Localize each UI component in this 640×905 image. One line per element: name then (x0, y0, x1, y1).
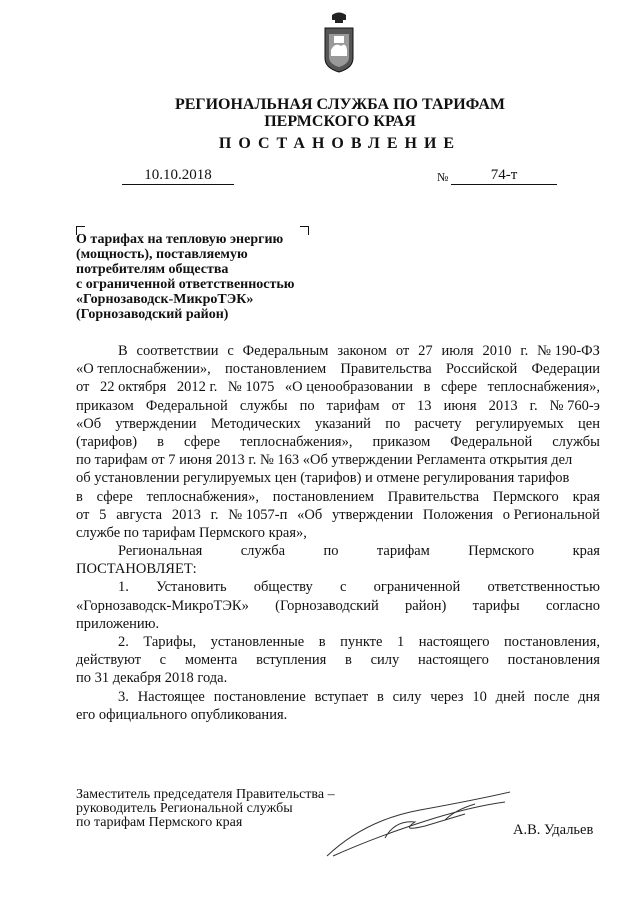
body-word: 3. (118, 688, 129, 705)
body-word: Федеральным (242, 343, 329, 359)
body-word: Федеральной (450, 433, 533, 450)
body-word: края (572, 488, 600, 505)
body-word: «Об (76, 415, 102, 432)
body-word: по (323, 543, 339, 560)
position-line: руководитель Региональной службы (76, 801, 293, 816)
body-line (76, 397, 600, 415)
body-word: 1 (396, 634, 405, 650)
body-word: 1. (118, 579, 129, 596)
body-line (76, 451, 600, 469)
body-word: обществу (253, 579, 313, 596)
body-word: июня (443, 397, 477, 414)
body-word: о Региональной (502, 506, 600, 523)
body-word: (Горнозаводский (275, 597, 379, 614)
body-word: теплоснабжения», (240, 433, 353, 450)
body-word: действуют (76, 652, 141, 669)
coat-of-arms-icon (319, 12, 359, 74)
body-word: сфере (440, 379, 478, 396)
body-word: сфере (96, 488, 133, 505)
body-word: Федерации (531, 361, 600, 378)
body-word: настоящего (418, 634, 490, 650)
body-word: в (376, 688, 384, 705)
body-word: Пермского (468, 543, 535, 560)
body-word: постановления (507, 652, 600, 669)
body-line (76, 378, 600, 396)
body-word: августа (116, 506, 163, 523)
body-line (76, 669, 600, 687)
body-word: тарифам (376, 543, 430, 560)
body-word: 2010 (482, 343, 512, 359)
body-word: в (318, 634, 326, 650)
body-word: 2013 (488, 397, 518, 414)
body-word: тарифам (326, 397, 380, 414)
position-line: Заместитель председателя Правительства – (76, 787, 335, 802)
body-word: вступает (314, 688, 369, 705)
body-word: приложению. (76, 615, 160, 632)
body-word: «О ценообразовании (284, 379, 414, 396)
body-word: В (118, 343, 128, 359)
body-word: после (533, 688, 570, 705)
body-word: ограниченной (373, 579, 461, 596)
body-word: г. (520, 343, 529, 359)
body-word: в (423, 379, 431, 396)
body-word: с (227, 343, 234, 359)
body-word: края (572, 543, 600, 560)
body-line (76, 469, 600, 487)
body-word: «О теплоснабжении», (76, 361, 211, 378)
body-word: указаний (314, 415, 371, 432)
document-date: 10.10.2018 (122, 167, 234, 185)
body-word: вступления (256, 652, 327, 669)
subject-line: потребителям общества (76, 262, 229, 277)
signer-name: А.В. Удальев (513, 822, 594, 838)
body-word: сфере (183, 433, 221, 450)
body-word: теплоснабжения», (487, 379, 600, 396)
body-word: район) (405, 597, 447, 614)
body-word: службе по тарифам Пермского края», (76, 524, 307, 541)
body-line (76, 415, 600, 433)
body-word: Методических (210, 415, 301, 432)
body-word: служба (240, 543, 286, 560)
body-word: от (76, 506, 90, 523)
body-word: г. (210, 506, 219, 523)
body-word: Правительства (387, 488, 480, 505)
subject-line: (мощность), поставляемую (76, 247, 248, 262)
body-word: через (430, 688, 464, 705)
document-body (76, 342, 600, 724)
body-word: июля (441, 343, 474, 359)
body-word: установленные (210, 634, 305, 650)
body-word: по (385, 415, 401, 432)
body-word: «Об (297, 506, 323, 523)
body-word: по 31 декабря 2018 года. (76, 670, 228, 687)
body-word: соответствии (136, 343, 219, 359)
body-line (76, 360, 600, 378)
body-word: Установить (156, 579, 227, 596)
body-word: с (339, 579, 347, 596)
body-word: законом (337, 343, 387, 359)
body-word: в (345, 652, 352, 669)
body-word: Федеральной (145, 397, 228, 414)
body-word: утверждении (332, 506, 414, 523)
body-word: Тарифы, (143, 634, 197, 650)
body-word: Положения (422, 506, 494, 523)
body-word: 27 (418, 343, 433, 359)
body-word: службы (552, 433, 600, 450)
body-word: дней (495, 688, 526, 705)
body-word: пункте (340, 634, 383, 650)
body-word: ПОСТАНОВЛЯЕТ: (76, 561, 197, 578)
body-line (76, 524, 600, 542)
body-word: Российской (445, 361, 518, 378)
body-line (76, 342, 600, 360)
body-line (76, 706, 600, 724)
subject-line: О тарифах на тепловую энергию (76, 232, 284, 247)
body-word: Настоящее (137, 688, 205, 705)
body-line (76, 597, 600, 615)
body-word: дня (578, 688, 600, 705)
handwritten-signature (325, 790, 525, 860)
body-word: Региональная (118, 543, 203, 560)
body-line (76, 506, 600, 524)
body-word: теплоснабжения», (146, 488, 259, 505)
subject-line: «Горнозаводск-МикроТЭК» (76, 292, 254, 307)
body-word: с (159, 652, 167, 669)
document-subject (76, 232, 336, 322)
body-line (76, 560, 600, 578)
body-word: № 1075 (227, 379, 275, 396)
position-line: по тарифам Пермского края (76, 815, 243, 830)
body-word: силу (370, 652, 400, 669)
body-word: 22 октября (99, 379, 167, 396)
body-word: в (76, 488, 83, 505)
body-line (76, 488, 600, 506)
organization-name: РЕГИОНАЛЬНАЯ СЛУЖБА ПО ТАРИФАМ (174, 96, 506, 113)
body-word: постановления, (504, 634, 600, 650)
body-word: расчету (414, 415, 462, 432)
body-word: 5 (99, 506, 107, 523)
body-word: «Горнозаводск-МикроТЭК» (76, 597, 249, 614)
body-word: 2013 (171, 506, 201, 523)
body-word: 10 (472, 688, 487, 705)
body-line (76, 542, 600, 560)
body-word: цен (578, 415, 600, 432)
body-word: постановлением (224, 361, 327, 378)
body-line (76, 578, 600, 596)
subject-line: с ограниченной ответственностью (76, 277, 295, 292)
body-word: 13 (417, 397, 432, 414)
body-word: от (76, 379, 90, 396)
document-type: ПОСТАНОВЛЕНИЕ (218, 135, 462, 152)
body-word: № 1057-п (228, 506, 288, 523)
subject-line: (Горнозаводский район) (76, 307, 229, 322)
organization-region: ПЕРМСКОГО КРАЯ (264, 113, 416, 130)
body-word: в (157, 433, 164, 450)
body-word: по (299, 397, 315, 414)
body-word: об установлении регулируемых цен (тарифов) и отмене регулирования тарифов (76, 470, 570, 487)
body-word: его официального опубликования. (76, 706, 288, 723)
body-word: службы (239, 397, 288, 414)
body-line (76, 688, 600, 706)
body-word: Правительства (340, 361, 432, 378)
body-word: 2012 г. (176, 379, 218, 396)
body-word: утверждении (115, 415, 197, 432)
body-word: постановлением (272, 488, 374, 505)
body-line (76, 633, 600, 651)
body-word: регулируемых (475, 415, 564, 432)
body-word: приказом (372, 433, 431, 450)
body-word: 2. (118, 634, 129, 650)
body-word: от (391, 397, 406, 414)
signature-position (76, 788, 335, 830)
body-word: приказом (76, 397, 134, 414)
body-word: силу (392, 688, 422, 705)
body-word: № 760-э (549, 397, 600, 414)
body-word: г. (529, 397, 538, 414)
body-line (76, 433, 600, 451)
body-word: (тарифов) (76, 433, 138, 450)
number-label: № (437, 170, 449, 184)
body-line (76, 651, 600, 669)
body-word: согласно (545, 597, 600, 614)
document-number: 74-т (451, 167, 557, 185)
body-word: постановление (213, 688, 306, 705)
body-word: ответственностью (487, 579, 600, 596)
body-word: момента (184, 652, 238, 669)
body-line (76, 615, 600, 633)
body-word: № 190-ФЗ (537, 343, 600, 359)
body-word: Пермского (492, 488, 559, 505)
body-word: по тарифам от 7 июня 2013 г. № 163 «Об утверждении Регламента открытия дел (76, 452, 573, 469)
body-word: настоящего (418, 652, 489, 669)
body-word: от (395, 343, 410, 359)
body-word: тарифы (472, 597, 520, 614)
